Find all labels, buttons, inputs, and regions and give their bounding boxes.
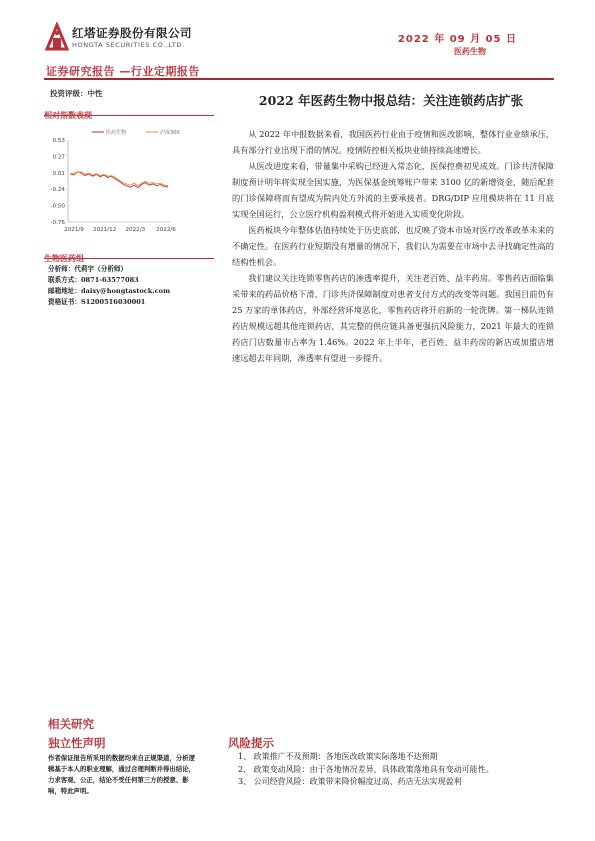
risk-list	[228, 751, 558, 789]
analyst-phone: 联系方式：0871-63577083	[48, 276, 139, 284]
y-tick-label: 0.01	[52, 171, 65, 178]
risk-item: 2、 政策变动风险：由于各地情况差异，具体政策落地具有变动可能性。	[238, 764, 494, 774]
risk-item: 3、 公司经营风险：政策带来降价幅度过高、药店无法实现盈利	[238, 777, 462, 786]
body-paragraph: 我们建议关注连锁零售药店的渗透率提升，关注老百姓、益丰药房。零售药店面临集采带来的药品价格下滑、门诊共济保障制度对患者支付方式的改变等问题。我国目前仍有 25 万家的单体药店，外部经营环境恶化，零售药店将开启新的一轮洗牌。第一梯队连锁药店规模远超其他连锁药店，其完整的供应链具备更强抗风险能力，2021 年最大的连锁药店门店数量市占率为 1.46%。2022 年上半年，老百姓、益丰药房的新店或加盟店增速远超去年同期，渗透率有望进一步提升。	[232, 273, 554, 363]
report-date: 2022 年 09 月 05 日	[397, 34, 517, 45]
hongta-logo-icon	[44, 22, 70, 52]
disclaimer-title: 独立性声明	[48, 736, 106, 750]
legend-label: 沪深300	[160, 130, 180, 136]
report-type: 证券研究报告 —行业定期报告	[46, 65, 200, 78]
analyst-name: 分析师：代莉宇（分析师）	[48, 265, 128, 273]
analyst-email: 邮箱地址：daixy@hongtastock.com	[48, 287, 171, 295]
body-paragraph: 从医改进度来看，带量集中采购已经进入常态化，医保控费初见成效。门诊共济保障制度预计明年将实现全国实施，为医保基金统筹账户带来 3100 亿的新增资金，随后配套的门诊保障将而有望成为院内处方外流的主要承接者。DRG/DIP 应用模块将在 11 月底实现全国运行，公立医疗机构盈利模式将开始进入实质变化阶段。	[232, 161, 554, 219]
report-banner	[44, 62, 554, 80]
body-paragraph: 从 2022 年中报数据来看，我国医药行业由于疫情和医改影响，整体行业业绩承压，具有部分行业出现下滑的情况。疫情防控相关板块业绩持续高速增长。	[232, 129, 554, 155]
body-paragraph: 医药板块今年整体估值持续处于历史底部，也反映了资本市场对医疗改革政革未来的不确定性。在医药行业短期没有增量的情况下，我们认为需要在市场中去寻找确定性高的结构性机会。	[232, 225, 554, 267]
risk-title: 风险提示	[228, 736, 274, 750]
legend-label: 医药生物	[106, 130, 127, 136]
report-title: 2022 年医药生物中报总结：关注连锁药店扩张	[258, 93, 524, 108]
analyst-info	[48, 264, 214, 308]
investment-rating: 投资评级：中性	[50, 89, 103, 98]
report-sector: 医药生物	[454, 47, 486, 56]
company-name-en: HONGTA SECURITIES CO.,LTD.	[72, 41, 185, 49]
y-tick-label: 0.53	[52, 138, 65, 144]
y-tick-label: 0.27	[52, 154, 65, 161]
report-body	[232, 126, 554, 366]
relative-performance-title: 相对指数表现	[44, 111, 92, 120]
x-tick-label: 2021/9	[64, 227, 84, 233]
x-tick-label: 2021/12	[93, 227, 117, 233]
analyst-group-title: 生物医药组	[44, 254, 84, 263]
x-tick-label: 2022/3	[125, 227, 146, 233]
company-logo	[44, 22, 244, 54]
relative-performance-heading	[44, 103, 214, 120]
y-tick-label: -0.50	[50, 203, 65, 210]
y-tick-label: -0.76	[50, 220, 65, 226]
analyst-section-heading	[44, 246, 214, 263]
related-research-title: 相关研究	[48, 717, 94, 731]
y-tick-label: -0.24	[50, 186, 65, 193]
analyst-certificate: 资格证书：S1200516030001	[48, 298, 146, 306]
disclaimer-text: 作者保证报告所采用的数据均来自正规渠道，分析逻辑基于本人的职业理解，通过合理判断并得出结论，力求客观、公正，结论不受任何第三方的授意、影响，特此声明。	[48, 754, 195, 795]
sidebar	[44, 86, 214, 120]
company-name-cn: 红塔证券股份有限公司	[72, 26, 192, 40]
relative-performance-chart	[44, 122, 214, 240]
x-tick-label: 2022/6	[156, 227, 176, 233]
risk-item: 1、 政策推广不及预期：各地医改政策实际落地不达预期	[238, 752, 438, 761]
